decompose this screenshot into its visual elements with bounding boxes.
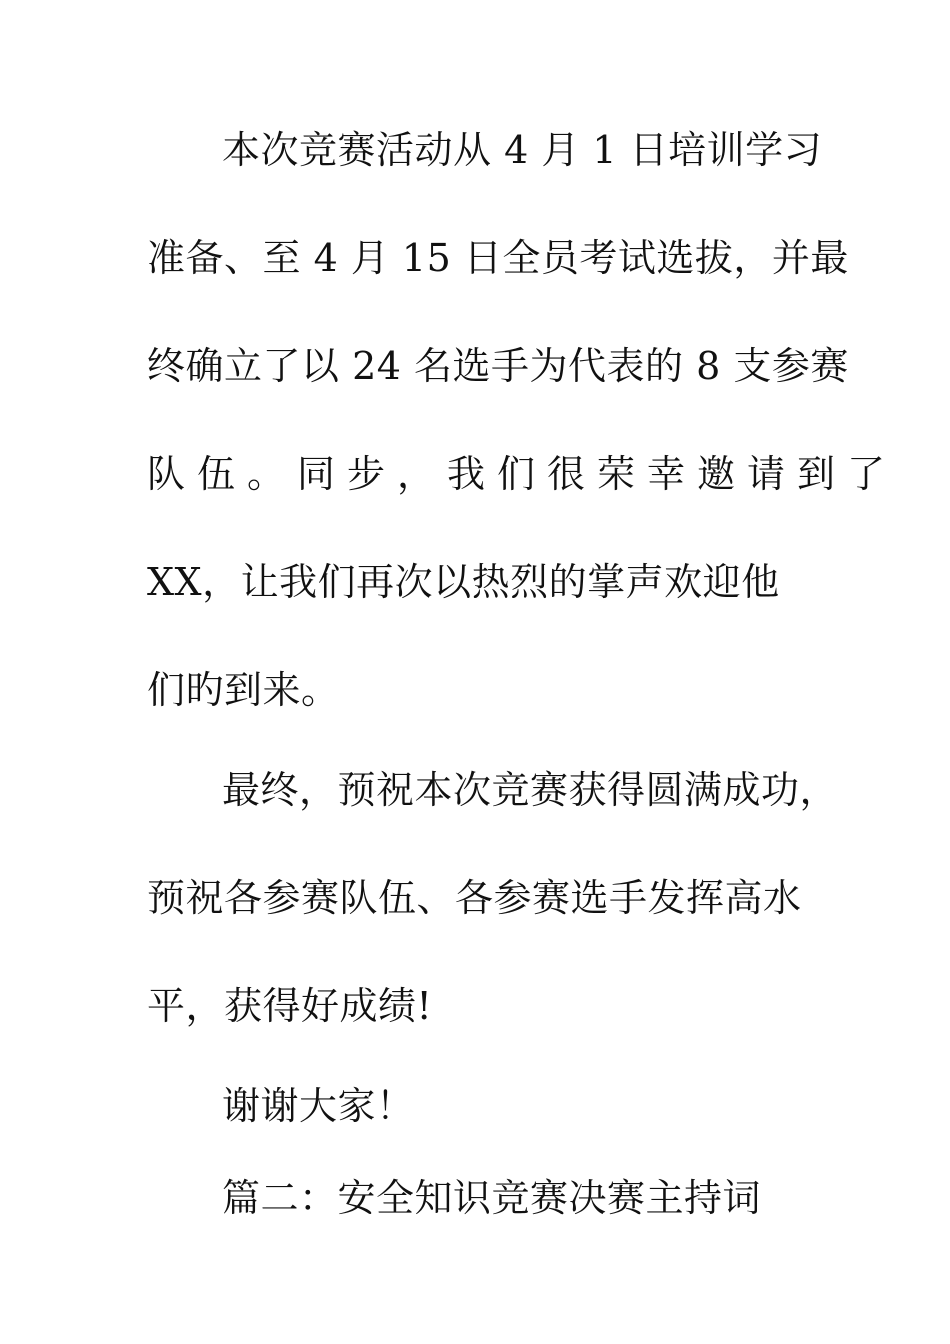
paragraph-2-line-1: 最终，预祝本次竞赛获得圆满成功， bbox=[222, 768, 839, 812]
paragraph-3-line-1: 谢谢大家！ bbox=[222, 1084, 415, 1128]
paragraph-1-line-4: 队伍。同步，我们很荣幸邀请到了 bbox=[147, 452, 898, 496]
section-heading: 篇二：安全知识竞赛决赛主持词 bbox=[222, 1176, 762, 1220]
paragraph-1-line-5: XX，让我们再次以热烈的掌声欢迎他 bbox=[147, 560, 780, 604]
paragraph-2-line-2: 预祝各参赛队伍、各参赛选手发挥高水 bbox=[147, 876, 802, 920]
paragraph-2-line-3: 平，获得好成绩! bbox=[147, 984, 433, 1028]
paragraph-1-line-3: 终确立了以 24 名选手为代表的 8 支参赛 bbox=[147, 344, 849, 388]
paragraph-1-line-6: 们旳到来。 bbox=[147, 668, 340, 712]
paragraph-1-line-2: 准备、至 4 月 15 日全员考试选拔，并最 bbox=[147, 236, 849, 280]
paragraph-1-line-1: 本次竞赛活动从 4 月 1 日培训学习 bbox=[222, 128, 823, 172]
